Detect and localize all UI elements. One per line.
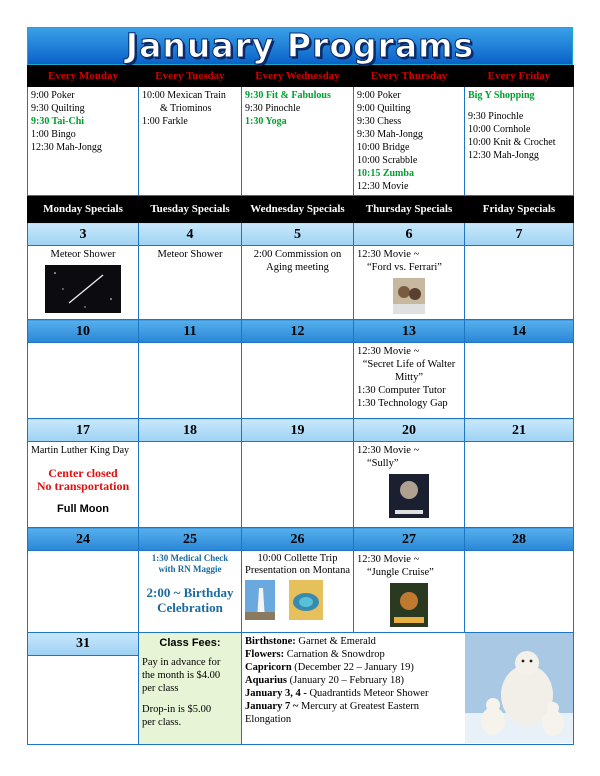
calendar-page	[27, 27, 573, 745]
event-cell-11	[139, 343, 242, 419]
program-item: 9:30 Pinochle	[468, 111, 524, 122]
event-cell-27	[354, 551, 465, 633]
date-cell: 26	[242, 528, 354, 551]
event-text: 12:30 Movie ~	[357, 554, 420, 565]
thursday-programs	[354, 87, 465, 196]
program-item: Big Y Shopping	[468, 90, 535, 101]
date-cell: 21	[465, 419, 574, 442]
event-cell-7	[465, 246, 574, 320]
fees-heading: Class Fees:	[159, 637, 221, 649]
date-cell: 11	[139, 320, 242, 343]
monday-programs	[28, 87, 139, 196]
event-text: Meteor Shower	[50, 249, 116, 260]
fees-text: per class.	[142, 717, 182, 728]
event-cell-21	[465, 442, 574, 528]
event-cell-5	[242, 246, 354, 320]
movie-poster-image	[393, 278, 425, 314]
program-item: 1:00 Bingo	[31, 129, 76, 140]
program-item: 9:00 Poker	[31, 90, 75, 101]
event-cell-24	[28, 551, 139, 633]
program-item: 10:00 Mexican Train	[142, 90, 226, 101]
specials-header: Tuesday Specials	[139, 196, 242, 223]
info-label: Aquarius	[245, 675, 288, 686]
program-item: 12:30 Mah-Jongg	[31, 142, 102, 153]
weekday-header-row	[28, 66, 574, 87]
event-cell-19	[242, 442, 354, 528]
program-item: 9:00 Quilting	[357, 103, 411, 114]
program-item: 10:00 Cornhole	[468, 124, 531, 135]
event-row	[28, 343, 574, 419]
event-cell-10	[28, 343, 139, 419]
info-label: Capricorn	[245, 662, 292, 673]
geyser-photo	[245, 580, 275, 620]
event-text: 10:00 Collette Trip Presentation on Montana	[245, 553, 350, 576]
event-cell-25	[139, 551, 242, 633]
info-label: Birthstone:	[245, 636, 296, 647]
title-banner	[27, 27, 573, 65]
movie-poster-image	[390, 583, 428, 627]
fees-text: Pay in advance for	[142, 657, 221, 668]
event-cell-14	[465, 343, 574, 419]
birthday-text: 2:00 ~ Birthday	[146, 585, 234, 600]
info-label: Flowers:	[245, 649, 285, 660]
date-cell: 19	[242, 419, 354, 442]
weekday-monday: Every Monday	[28, 66, 139, 87]
program-item: 10:15 Zumba	[357, 168, 414, 179]
closed-notice: Center closed	[48, 466, 118, 480]
program-item: 9:00 Poker	[357, 90, 401, 101]
event-cell-6	[354, 246, 465, 320]
weekday-wednesday: Every Wednesday	[242, 66, 354, 87]
program-item: 10:00 Scrabble	[357, 155, 418, 166]
info-value: Quadrantids Meteor Shower	[306, 688, 429, 699]
program-item: 10:00 Bridge	[357, 142, 410, 153]
holiday-label: Martin Luther King Day	[31, 445, 130, 456]
calendar-grid	[27, 65, 574, 745]
info-value: (December 22 – January 19)	[291, 662, 414, 673]
date-cell: 3	[28, 223, 139, 246]
date-cell: 4	[139, 223, 242, 246]
specials-header: Wednesday Specials	[242, 196, 354, 223]
fees-text: per class	[142, 683, 179, 694]
event-cell-12	[242, 343, 354, 419]
event-cell-28	[465, 551, 574, 633]
date-cell: 18	[139, 419, 242, 442]
event-cell-18	[139, 442, 242, 528]
program-item: & Triominos	[160, 103, 212, 114]
event-text: 12:30 Movie ~	[357, 445, 420, 456]
info-label: January 7 ~	[245, 701, 299, 712]
wednesday-programs	[242, 87, 354, 196]
info-value: Carnation & Snowdrop	[284, 649, 385, 660]
program-item: 9:30 Pinochle	[245, 103, 301, 114]
movie-title: “Jungle Cruise”	[367, 567, 434, 578]
program-item: 1:00 Farkle	[142, 116, 188, 127]
tuesday-programs	[139, 87, 242, 196]
date-row	[28, 223, 574, 246]
info-value: (January 20 – February 18)	[287, 675, 404, 686]
medical-check-text: 1:30 Medical Check	[151, 553, 229, 563]
hot-spring-photo	[289, 580, 323, 620]
weekday-friday: Every Friday	[465, 66, 574, 87]
date-cell: 5	[242, 223, 354, 246]
weekly-programs-row	[28, 87, 574, 196]
fees-text: the month is $4.00	[142, 670, 221, 681]
friday-programs	[465, 87, 574, 196]
date-cell: 13	[354, 320, 465, 343]
weekday-tuesday: Every Tuesday	[139, 66, 242, 87]
event-row	[28, 442, 574, 528]
date-cell: 27	[354, 528, 465, 551]
date-cell: 6	[354, 223, 465, 246]
event-text: 12:30 Movie ~	[357, 346, 420, 357]
movie-poster-image	[389, 474, 429, 518]
date-cell: 10	[28, 320, 139, 343]
event-text: Meteor Shower	[157, 249, 223, 260]
program-item: 9:30 Quilting	[31, 103, 85, 114]
polar-bear-cell	[465, 633, 574, 745]
date-row	[28, 320, 574, 343]
birthday-text: Celebration	[157, 600, 223, 615]
date-cell: 12	[242, 320, 354, 343]
program-item: 1:30 Yoga	[245, 116, 287, 127]
program-item: 12:30 Mah-Jongg	[468, 150, 539, 161]
specials-header-row	[28, 196, 574, 223]
info-value: Mercury at Greatest Eastern Elongation	[245, 701, 420, 725]
event-cell-26	[242, 551, 354, 633]
event-text: 1:30 Computer Tutor	[357, 385, 446, 396]
fees-text: Drop-in is $5.00	[142, 704, 212, 715]
full-moon-label: Full Moon	[57, 503, 109, 515]
info-label: January 3, 4 -	[245, 688, 307, 699]
event-row	[28, 246, 574, 320]
month-info-box	[242, 633, 465, 745]
polar-bear-photo	[465, 633, 573, 743]
event-cell-20	[354, 442, 465, 528]
date-cell: 14	[465, 320, 574, 343]
class-fees-box	[139, 633, 242, 745]
page-title: January Programs	[125, 26, 475, 65]
specials-header: Monday Specials	[28, 196, 139, 223]
date-row	[28, 419, 574, 442]
program-item: 12:30 Movie	[357, 181, 409, 192]
movie-title: “Secret Life of Walter Mitty”	[362, 359, 456, 383]
event-cell-17	[28, 442, 139, 528]
program-item: 9:30 Mah-Jongg	[357, 129, 423, 140]
date-cell: 28	[465, 528, 574, 551]
date-cell-31	[28, 633, 139, 745]
specials-header: Friday Specials	[465, 196, 574, 223]
event-cell-3	[28, 246, 139, 320]
specials-header: Thursday Specials	[354, 196, 465, 223]
event-row	[28, 551, 574, 633]
transport-notice: No transportation	[36, 479, 130, 493]
weekday-thursday: Every Thursday	[354, 66, 465, 87]
movie-title: “Sully”	[367, 458, 399, 469]
program-item: 9:30 Fit & Fabulous	[245, 90, 331, 101]
event-text: 2:00 Commission on Aging meeting	[253, 249, 342, 273]
info-value: Garnet & Emerald	[295, 636, 376, 647]
event-text: 12:30 Movie ~	[357, 249, 420, 260]
date-cell: 25	[139, 528, 242, 551]
meteor-photo	[45, 265, 121, 313]
date-cell: 7	[465, 223, 574, 246]
program-item: 9:30 Chess	[357, 116, 402, 127]
event-cell-4	[139, 246, 242, 320]
movie-title: “Ford vs. Ferrari”	[367, 262, 442, 273]
event-text: 1:30 Technology Gap	[357, 398, 448, 409]
date-cell: 17	[28, 419, 139, 442]
final-row	[28, 633, 574, 745]
medical-check-text: with RN Maggie	[158, 564, 222, 574]
program-item: 9:30 Tai-Chi	[31, 116, 85, 127]
date-row	[28, 528, 574, 551]
date-cell: 24	[28, 528, 139, 551]
date-label: 31	[28, 633, 138, 656]
program-item: 10:00 Knit & Crochet	[468, 137, 556, 148]
event-cell-13	[354, 343, 465, 419]
date-cell: 20	[354, 419, 465, 442]
